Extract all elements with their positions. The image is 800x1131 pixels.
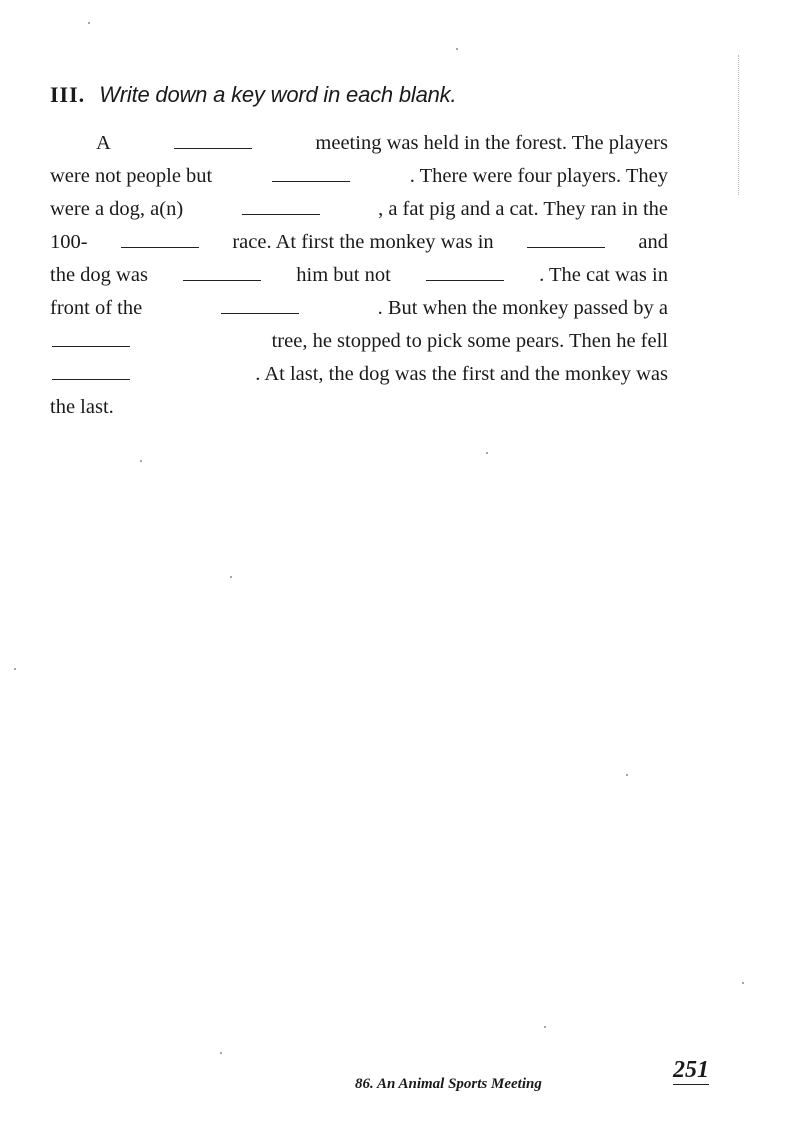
passage-line (50, 358, 668, 391)
passage-text: . At last, the dog was the first and the monkey was (255, 363, 668, 385)
passage-text: A (96, 132, 111, 154)
passage-text: the dog was (50, 264, 148, 286)
passage-text: the last. (50, 396, 114, 418)
passage-line (50, 325, 668, 358)
answer-blank[interactable] (272, 180, 350, 182)
passage-line (50, 160, 668, 193)
passage-text: and (638, 231, 668, 253)
passage-text: 100- (50, 231, 88, 253)
answer-blank[interactable] (527, 246, 605, 248)
exercise-number: III. (50, 82, 86, 107)
passage-text: were a dog, a(n) (50, 198, 184, 220)
scan-speck (626, 774, 628, 776)
passage-line (50, 226, 668, 259)
passage-text: meeting was held in the forest. The players (315, 132, 668, 154)
answer-blank[interactable] (426, 279, 504, 281)
passage-text: front of the (50, 297, 143, 319)
exercise-heading (50, 82, 670, 114)
scan-speck (456, 48, 458, 50)
passage-line (50, 391, 668, 424)
passage-line (50, 127, 668, 160)
passage-line (50, 193, 668, 226)
fill-in-passage (50, 127, 668, 424)
scan-speck (742, 982, 744, 984)
page-edge-marks (738, 55, 745, 195)
passage-text: tree, he stopped to pick some pears. Then he fell (271, 330, 668, 352)
scan-speck (230, 576, 232, 578)
answer-blank[interactable] (221, 312, 299, 314)
passage-line (50, 259, 668, 292)
answer-blank[interactable] (242, 213, 320, 215)
passage-text: race. At first the monkey was in (232, 231, 494, 253)
passage-text: . The cat was in (539, 264, 668, 286)
passage-text: , a fat pig and a cat. They ran in the (378, 198, 668, 220)
scan-speck (486, 452, 488, 454)
exercise-instruction: Write down a key word in each blank. (99, 82, 457, 107)
answer-blank[interactable] (183, 279, 261, 281)
scan-speck (14, 668, 16, 670)
scan-speck (88, 22, 90, 24)
answer-blank[interactable] (52, 378, 130, 380)
page-number: 251 (673, 1057, 709, 1083)
passage-text: . But when the monkey passed by a (377, 297, 668, 319)
passage-text: . There were four players. They (409, 165, 668, 187)
answer-blank[interactable] (174, 147, 252, 149)
answer-blank[interactable] (121, 246, 199, 248)
passage-line (50, 292, 668, 325)
answer-blank[interactable] (52, 345, 130, 347)
scan-speck (220, 1052, 222, 1054)
footer-lesson-title: 86. An Animal Sports Meeting (355, 1076, 542, 1092)
passage-text: him but not (296, 264, 391, 286)
passage-text: were not people but (50, 165, 213, 187)
scan-speck (544, 1026, 546, 1028)
scan-speck (140, 460, 142, 462)
